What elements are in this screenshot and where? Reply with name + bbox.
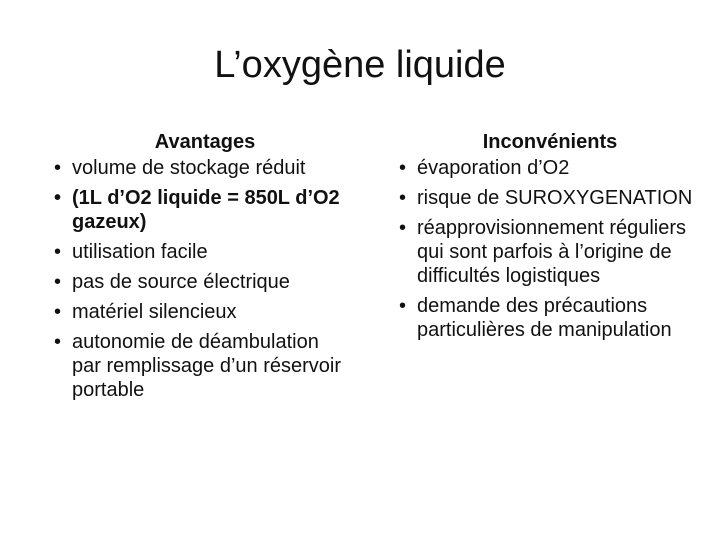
list-item bbox=[50, 240, 350, 264]
disadvantage-text: réapprovisionnement réguliers qui sont parfois à l’origine de difficultés logistiques bbox=[417, 217, 687, 287]
disadvantage-text: risque de SUROXYGENATION bbox=[417, 187, 693, 209]
bullet-icon: • bbox=[399, 157, 407, 179]
bullet-icon: • bbox=[399, 217, 407, 239]
advantage-text: autonomie de déambulation par remplissage d’un réservoir portable bbox=[72, 331, 342, 401]
bullet-icon: • bbox=[54, 331, 62, 353]
disadvantages-column bbox=[395, 130, 695, 348]
bullet-icon: • bbox=[54, 301, 62, 323]
advantage-text: volume de stockage réduit bbox=[72, 157, 306, 179]
list-item bbox=[50, 156, 350, 180]
bullet-icon: • bbox=[54, 241, 62, 263]
list-item bbox=[50, 270, 350, 294]
list-item bbox=[50, 300, 350, 324]
advantages-heading: Avantages bbox=[154, 131, 256, 153]
list-item bbox=[395, 156, 695, 180]
bullet-icon: • bbox=[54, 157, 62, 179]
bullet-icon: • bbox=[54, 187, 62, 209]
list-item bbox=[395, 216, 695, 288]
list-item bbox=[50, 330, 350, 402]
advantage-text: utilisation facile bbox=[72, 241, 208, 263]
disadvantage-text: demande des précautions particulières de manipulation bbox=[417, 295, 672, 341]
slide-title: L’oxygène liquide bbox=[214, 44, 506, 86]
bullet-icon: • bbox=[399, 295, 407, 317]
disadvantage-text: évaporation d’O2 bbox=[417, 157, 570, 179]
advantage-text: matériel silencieux bbox=[72, 301, 237, 323]
advantages-column bbox=[50, 130, 350, 408]
disadvantages-heading: Inconvénients bbox=[482, 131, 618, 153]
list-item bbox=[50, 186, 350, 234]
advantage-text: pas de source électrique bbox=[72, 271, 290, 293]
list-item bbox=[395, 294, 695, 342]
bullet-icon: • bbox=[54, 271, 62, 293]
disadvantages-list bbox=[395, 156, 695, 342]
advantages-list bbox=[50, 156, 350, 402]
list-item bbox=[395, 186, 695, 210]
bullet-icon: • bbox=[399, 187, 407, 209]
advantage-text: (1L d’O2 liquide = 850L d’O2 gazeux) bbox=[72, 187, 340, 233]
